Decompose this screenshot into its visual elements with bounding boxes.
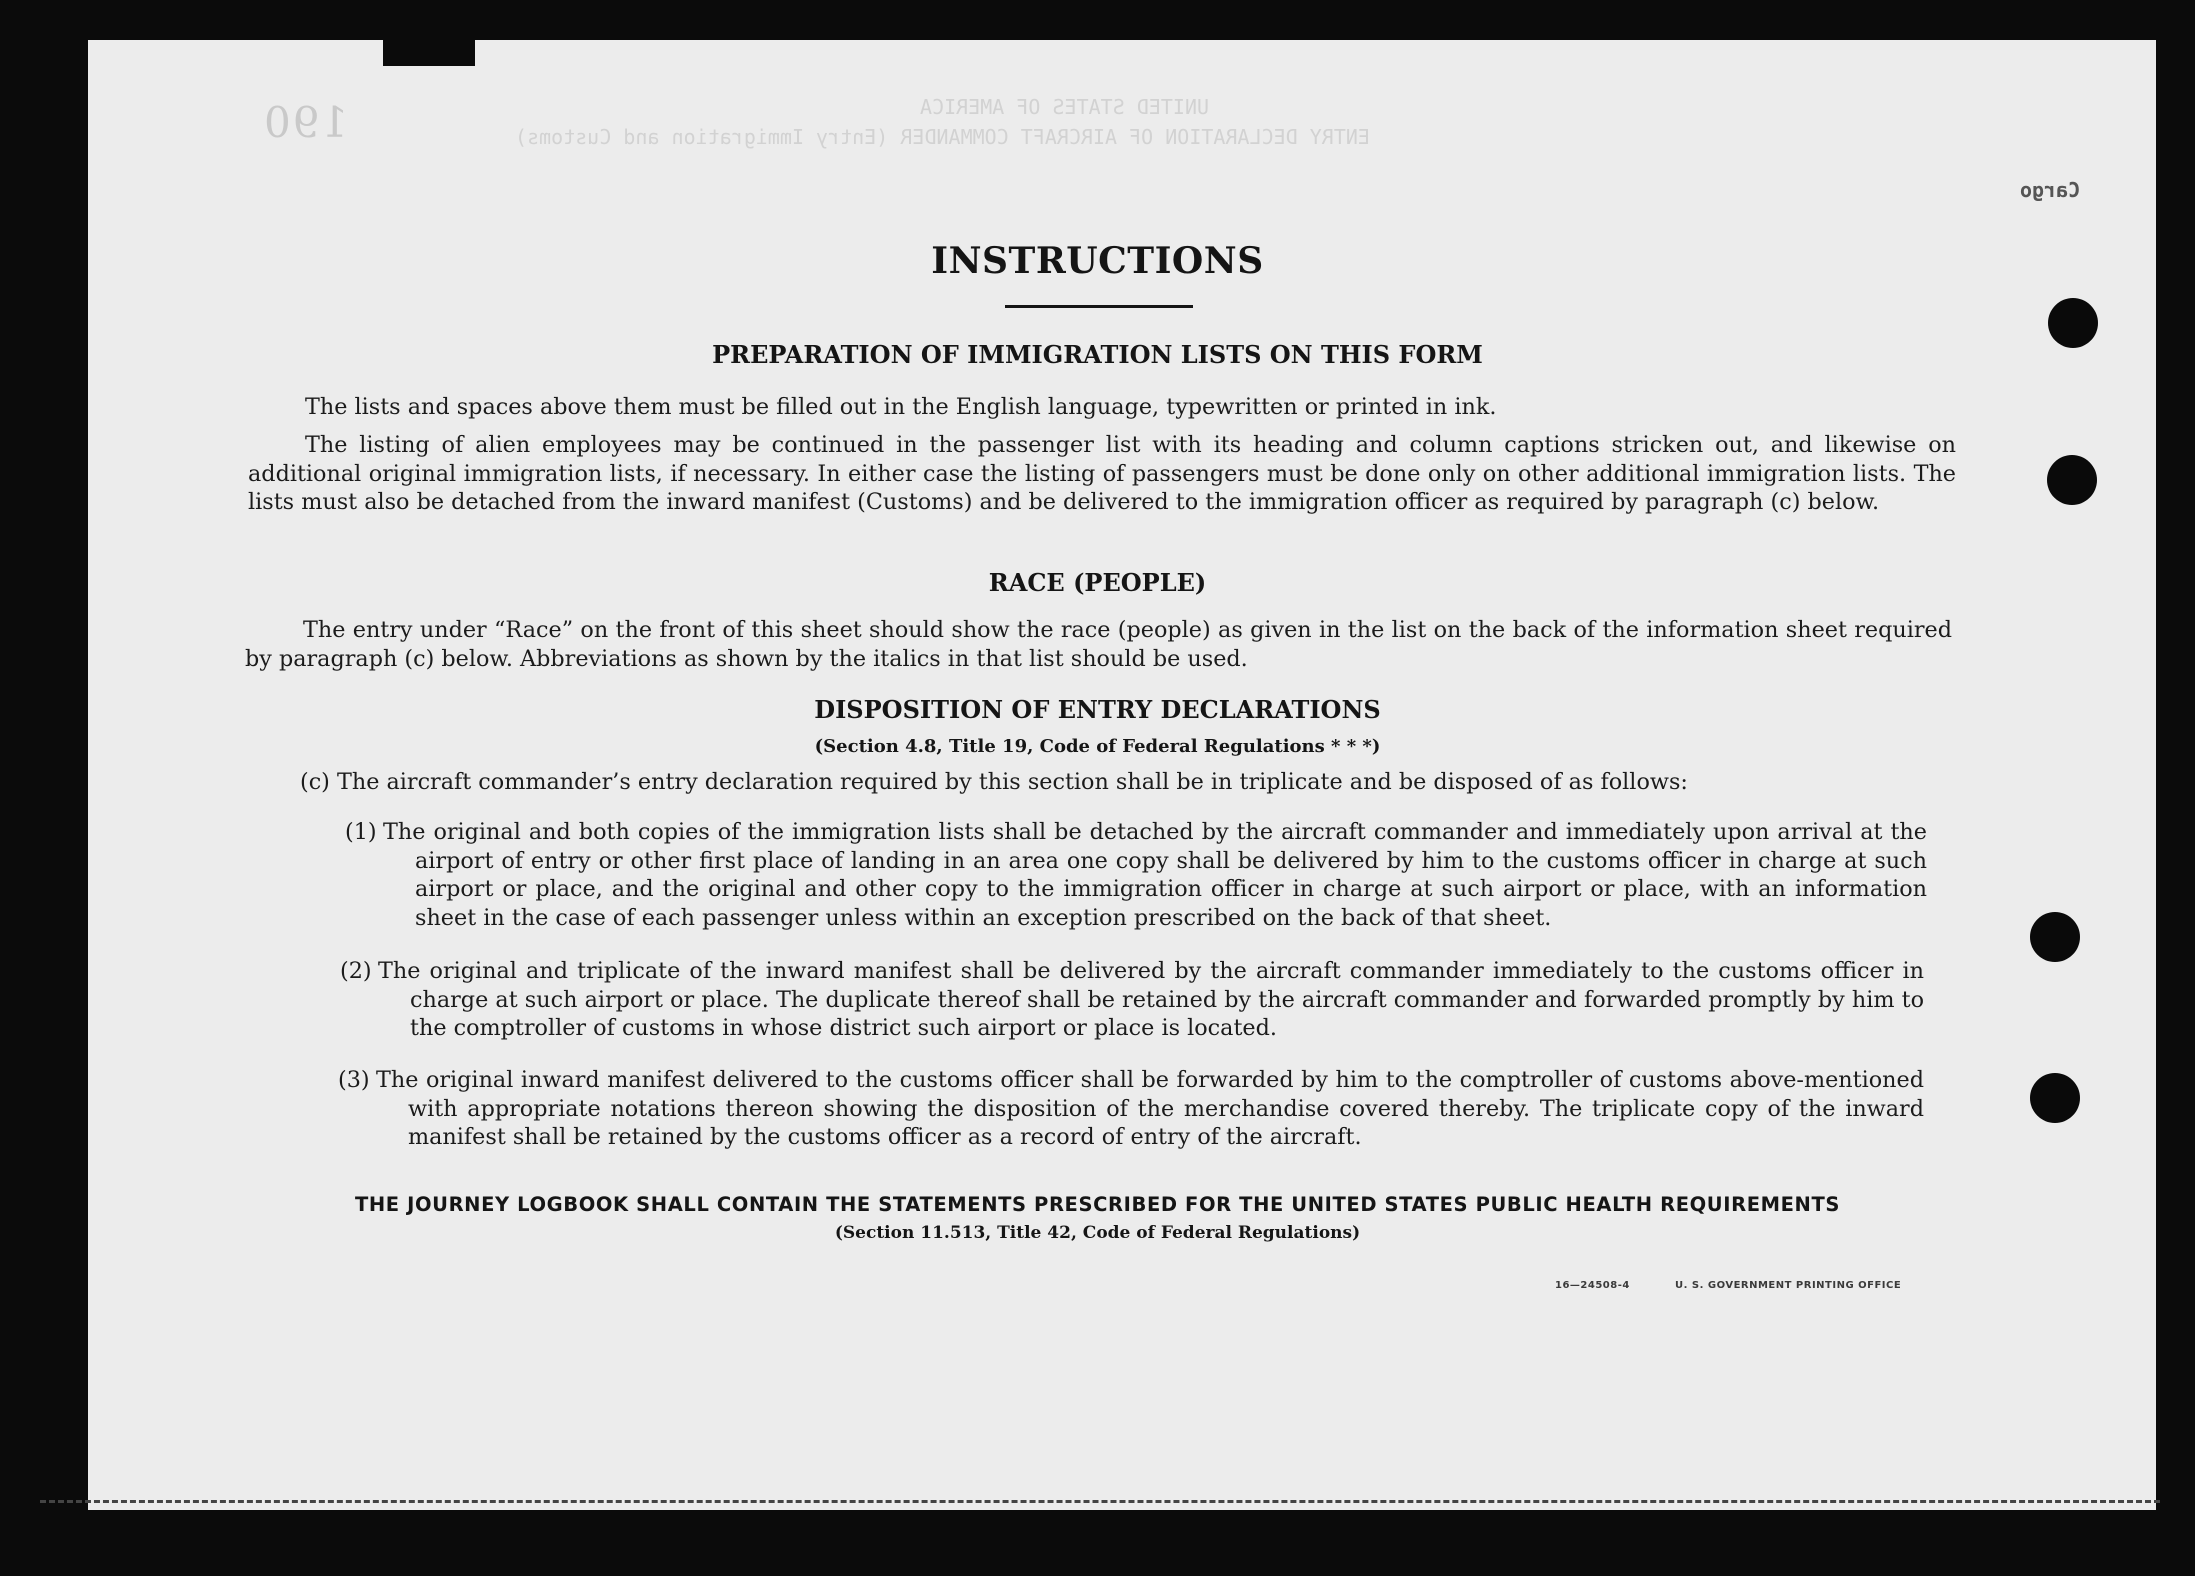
printer-imprint: U. S. GOVERNMENT PRINTING OFFICE — [1675, 1280, 1902, 1291]
binder-hole — [2047, 455, 2097, 505]
bleed-through-line: Cargo — [2020, 178, 2081, 202]
page-number: 190 — [262, 98, 349, 147]
title-underline — [1005, 305, 1193, 308]
preparation-paragraph-2: The listing of alien employees may be continued in the passenger list with its heading and column captions stricken out, and likewise on additional original immigration lists, if necessary. In either case the listing of passengers must be done only on other additional immigration lists. The lists must also be detached from the inward manifest (Customs) and be delivered to the immigration officer as required by paragraph (c) below. — [248, 432, 1956, 515]
binder-hole — [2030, 1073, 2080, 1123]
list-item-number: (2) — [340, 958, 372, 984]
section-heading-disposition: DISPOSITION OF ENTRY DECLARATIONS — [814, 695, 1381, 724]
list-item-number: (3) — [338, 1067, 370, 1093]
list-item-number: (1) — [345, 819, 377, 845]
list-item-text: The original inward manifest delivered to the customs officer shall be forwarded by him to the comptroller of customs above-mentioned with appropriate notations thereon showing the disposition of the merchandise covered thereby. The triplicate copy of the inward manifest shall be retained by the customs officer as a record of entry of the aircraft. — [376, 1067, 1924, 1150]
list-item — [338, 1066, 1942, 1156]
bleed-through-line: ENTRY DECLARATION OF AIRCRAFT COMMANDER (Entry Immigration and Customs) — [515, 125, 1370, 149]
section-heading-race: RACE (PEOPLE) — [988, 568, 1207, 597]
list-item-text: The original and triplicate of the inward manifest shall be delivered by the aircraft commander immediately to the customs officer in charge at such airport or place. The duplicate thereof shall be retained by the aircraft commander and forwarded promptly by him to the comptroller of customs in whose district such airport or place is located. — [378, 958, 1924, 1041]
footer-statement: THE JOURNEY LOGBOOK SHALL CONTAIN THE STATEMENTS PRESCRIBED FOR THE UNITED STATES PUBLIC HEALTH REQUIREMENTS — [354, 1193, 1841, 1216]
list-item — [340, 957, 1942, 1047]
list-item — [345, 818, 1945, 938]
page-notch — [383, 30, 475, 66]
print-code: 16—24508-4 — [1555, 1280, 1630, 1291]
list-item-text: The original and both copies of the immigration lists shall be detached by the aircraft commander and immediately upon arrival at the airport of entry or other first place of landing in an area one copy shall be delivered by him to the customs officer in charge at such airport or place, and the original and other copy to the immigration officer in charge at such airport or place, with an information sheet in the case of each passenger unless within an exception prescribed on the back of that sheet. — [383, 819, 1927, 931]
disposition-intro: (c) The aircraft commander’s entry declaration required by this section shall be in triplicate and be disposed of as follows: — [300, 769, 1688, 795]
disposition-citation: (Section 4.8, Title 19, Code of Federal Regulations * * *) — [814, 736, 1381, 757]
section-heading-preparation: PREPARATION OF IMMIGRATION LISTS ON THIS FORM — [712, 340, 1483, 369]
race-paragraph: The entry under “Race” on the front of this sheet should show the race (people) as given in the list on the back of the information sheet required by paragraph (c) below. Abbreviations as shown by the italics in that list should be used. — [245, 617, 1952, 672]
bleed-through-line: UNITED STATES OF AMERICA — [920, 95, 1209, 119]
footer-citation: (Section 11.513, Title 42, Code of Federal Regulations) — [834, 1223, 1361, 1243]
binder-hole — [2030, 912, 2080, 962]
perforated-edge — [40, 1500, 2160, 1519]
preparation-paragraph-1: The lists and spaces above them must be filled out in the English language, typewritten or printed in ink. — [305, 394, 1497, 420]
page-title: INSTRUCTIONS — [931, 240, 1264, 282]
